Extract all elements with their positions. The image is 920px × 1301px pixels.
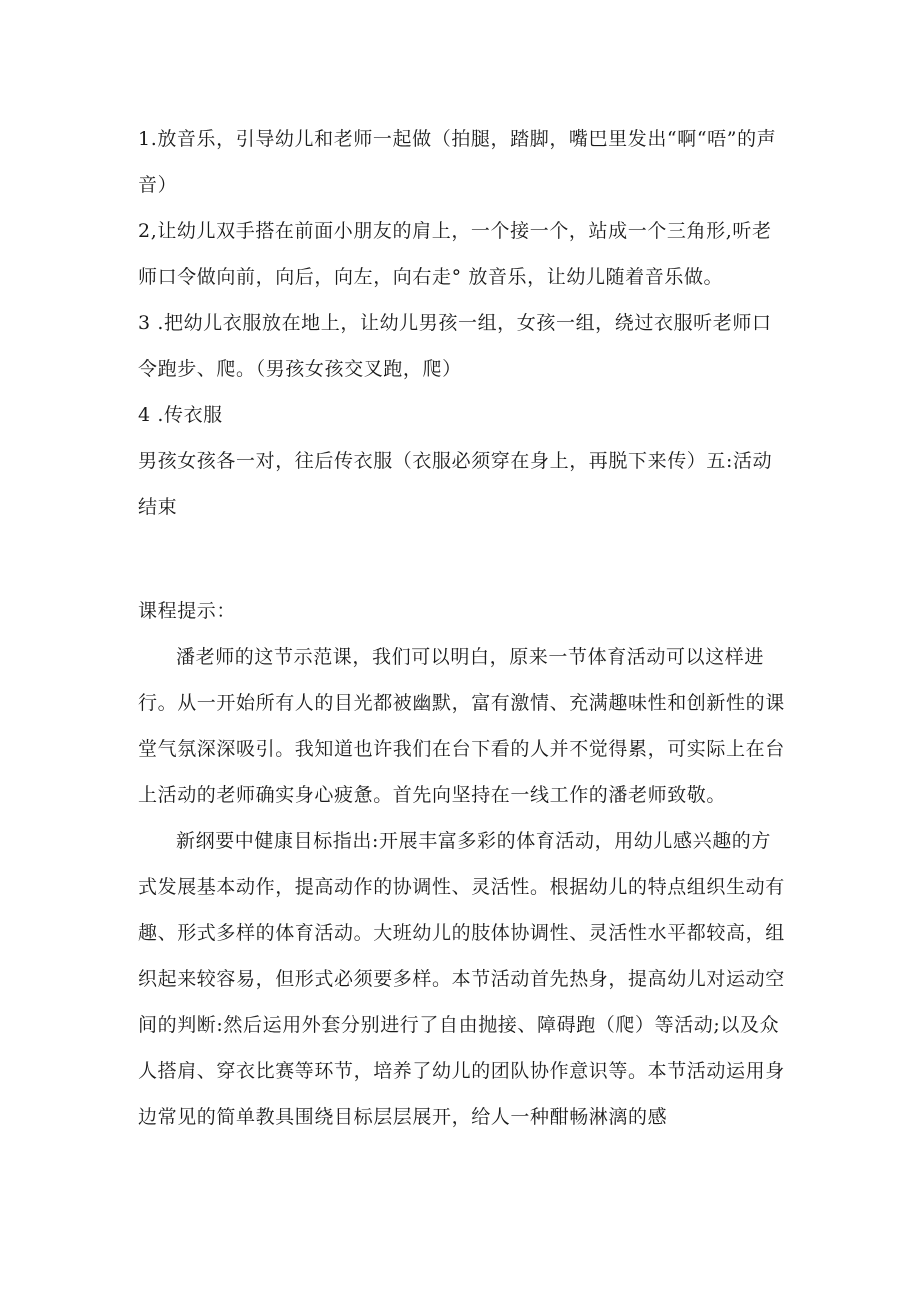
step-item-4: 4 .传衣服 — [138, 404, 223, 426]
step-item-3: 3 .把幼儿衣服放在地上，让幼儿男孩一组，女孩一组，绕过衣服听老师口令跑步、爬。（男孩女孩交叉跑，爬） — [138, 312, 772, 380]
section-heading: 课程提示： — [138, 600, 237, 622]
step-item-1: 1.放音乐，引导幼儿和老师一起做（拍腿，踏脚，嘴巴里发出“啊“唔”的声音） — [138, 128, 777, 196]
step-item-2: 2,让幼儿双手搭在前面小朋友的肩上，一个接一个，站成一个三角形,听老师口令做向前，向后，向左，向右走° 放音乐，让幼儿随着音乐做。 — [138, 220, 772, 288]
paragraph-2: 新纲要中健康目标指出:开展丰富多彩的体育活动，用幼儿感兴趣的方式发展基本动作，提高动作的协调性、灵活性。根据幼儿的特点组织生动有趣、形式多样的体育活动。大班幼儿的肢体协调性、灵活性水平都较高，组织起来较容易，但形式必须要多样。本节活动首先热身，提高幼儿对运动空间的判断:然后运用外套分别进行了自由抛接、障碍跑（爬）等活动;以及众人搭肩、穿衣比赛等环节，培养了幼儿的团队协作意识等。本节活动运用身边常见的简单教具围绕目标层层展开，给人一种酣畅淋漓的感 — [138, 830, 785, 1128]
step-item-5: 男孩女孩各一对，往后传衣服（衣服必须穿在身上，再脱下来传）五:活动结束 — [138, 450, 773, 518]
document-page — [138, 116, 788, 1140]
paragraph-1: 潘老师的这节示范课，我们可以明白，原来一节体育活动可以这样进行。从一开始所有人的目光都被幽默，富有激情、充满趣味性和创新性的课堂气氛深深吸引。我知道也许我们在台下看的人并不觉得累，可实际上在台上活动的老师确实身心疲惫。首先向坚持在一线工作的潘老师致敬。 — [138, 646, 785, 806]
